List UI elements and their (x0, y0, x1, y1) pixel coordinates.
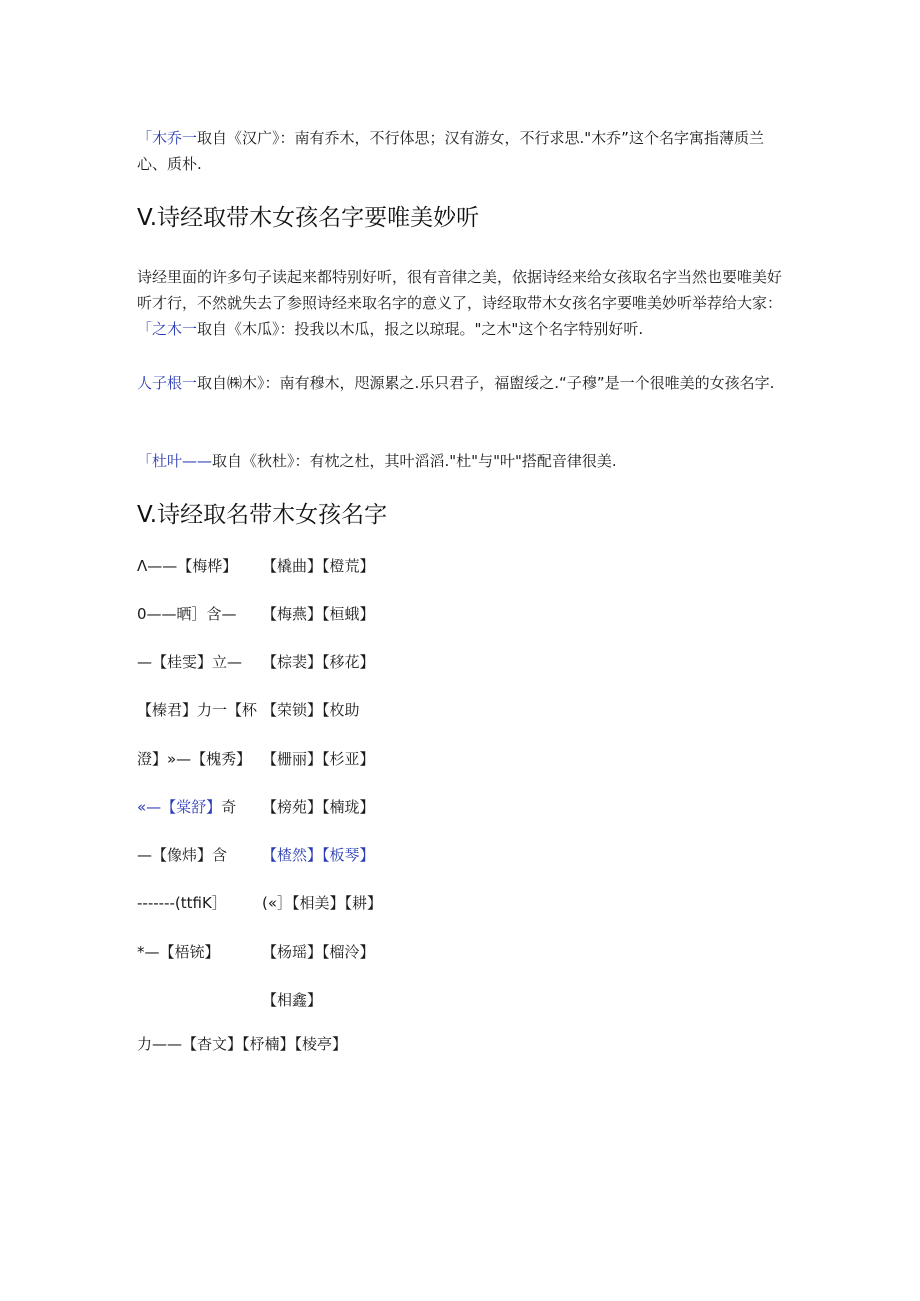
list-item: 【榜苑】【楠珑】 (262, 798, 375, 816)
list-item: Λ——【梅桦】 (137, 557, 238, 575)
paragraph-text: 取自《木瓜》：投我以木瓜，报之以琼琨。"之木"这个名字特别好听. (197, 320, 644, 338)
list-item: -------(ttfiK］ (137, 894, 227, 912)
list-item: 【杨瑶】【榴泠】 (262, 943, 375, 961)
section-heading: V.诗经取名带木女孩名字 (137, 502, 388, 528)
list-item: («］【相美】【耕】 (262, 894, 383, 912)
list-item: 【棕裴】【移花】 (262, 653, 375, 671)
list-item: 0——晒］含— (137, 605, 237, 623)
name-highlight: 「木乔一 (137, 129, 198, 147)
paragraph-mu-qiao (137, 125, 787, 177)
paragraph-text: 取自㈱木》：南有穆木，咫源累之.乐只君子，福盥绥之.“子穆”是一个很唯美的女孩名字. (197, 374, 775, 392)
list-item: —【像炜】含 (137, 846, 228, 864)
list-item (137, 797, 236, 817)
paragraph-intro (137, 264, 787, 342)
list-item: 澄】»—【槐秀】 (137, 750, 252, 768)
list-item: *—【梧铳】 (137, 943, 220, 961)
name-highlight: «—【棠舒】 (137, 798, 222, 816)
list-item: 【梅燕】【桓蛾】 (262, 605, 375, 623)
paragraph-text: 取自《秋杜》：有枕之杜，其叶滔滔."杜"与"叶"搭配音律很美. (212, 452, 617, 470)
list-item-suffix: 奇 (221, 798, 237, 816)
name-highlight: 「杜叶—— (137, 452, 213, 470)
list-item: 【楂然】【板琴】 (262, 846, 375, 864)
list-item: 【栅丽】【杉亚】 (262, 750, 375, 768)
list-item: 【榛君】力一【杯 (137, 701, 258, 719)
section-heading: V.诗经取带木女孩名字要唯美妙听 (137, 205, 480, 231)
list-item: 力——【杳文】【杼楠】【棱亭】 (137, 1035, 348, 1053)
paragraph-zi-mu (137, 370, 787, 396)
paragraph-text: 取自《汉广》：南有乔木，不行体思；汉有游女，不行求思."木乔”这个名字寓指薄质兰心、质朴. (137, 129, 764, 173)
name-highlight: 人子根一 (137, 374, 198, 392)
list-item: 【橇曲】【橙荒】 (262, 557, 375, 575)
paragraph-text: 诗经里面的许多句子读起来都特别好听，很有音律之美，依据诗经来给女孩取名字当然也要唯美好听才行，不然就失去了参照诗经来取名字的意义了，诗经取带木女孩名字要唯美妙听举荐给大家： (137, 268, 783, 312)
list-item: —【桂雯】立— (137, 653, 243, 671)
name-highlight: 「之木一 (137, 320, 198, 338)
list-item: 【荣锁】【枚助 (262, 701, 360, 719)
paragraph-du-ye (137, 448, 787, 474)
list-item: 【相鑫】 (262, 991, 323, 1009)
